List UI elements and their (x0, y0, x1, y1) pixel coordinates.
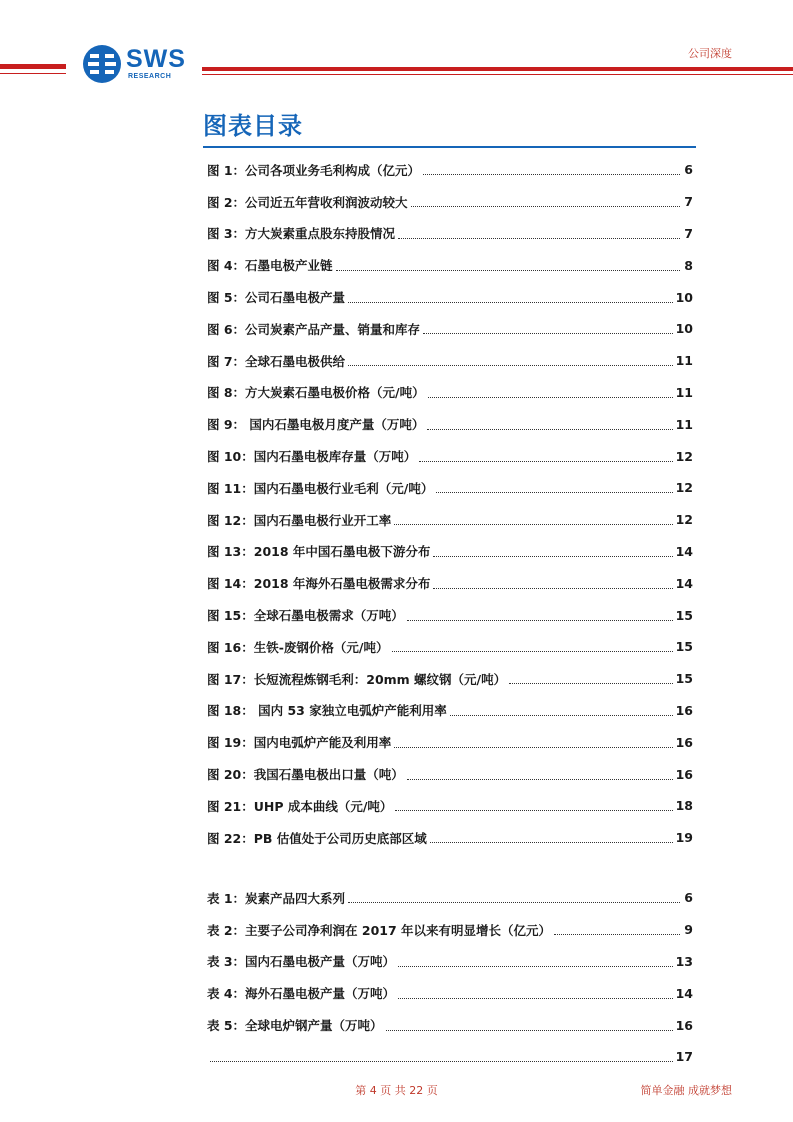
sws-logo-icon (82, 44, 122, 84)
toc-entry[interactable] (207, 313, 693, 345)
toc-leader-dots (348, 302, 673, 303)
toc-entry[interactable] (207, 1009, 693, 1041)
header-thin-rule-left (0, 73, 66, 74)
toc-entry[interactable] (207, 663, 693, 695)
toc-leader-dots (336, 270, 680, 271)
header-thin-rule-right (202, 74, 793, 75)
toc-leader-dots (509, 683, 672, 684)
toc-entry-label: 表 4：海外石墨电极产量（万吨） (207, 986, 396, 1002)
toc-leader-dots (436, 492, 672, 493)
header-rule-left (0, 64, 66, 69)
toc-leader-dots (398, 998, 673, 999)
toc-entry-label: 图 15：全球石墨电极需求（万吨） (207, 608, 404, 624)
toc-entry-page: 15 (675, 607, 693, 623)
toc-entry-page: 19 (675, 830, 693, 846)
toc-entry-page: 15 (675, 639, 693, 655)
toc-leader-dots (394, 747, 672, 748)
toc-entry-label: 图 22：PB 估值处于公司历史底部区域 (207, 830, 427, 846)
toc-entry-page: 12 (675, 512, 693, 528)
toc-leader-dots (392, 651, 673, 652)
toc-leader-dots (398, 238, 680, 239)
figure-index (207, 154, 693, 854)
toc-leader-dots (427, 429, 672, 430)
toc-entry[interactable] (207, 472, 693, 504)
toc-entry-label: 图 14：2018 年海外石墨电极需求分布 (207, 576, 431, 592)
toc-entry[interactable] (207, 631, 693, 663)
toc-entry[interactable] (207, 567, 693, 599)
table-index (207, 882, 693, 1073)
toc-entry[interactable] (207, 281, 693, 313)
toc-entry-label: 图 16：生铁-废钢价格（元/吨） (207, 639, 389, 655)
toc-entry[interactable] (207, 345, 693, 377)
toc-entry-page: 14 (675, 575, 693, 591)
toc-leader-dots (419, 461, 672, 462)
toc-leader-dots (348, 365, 673, 366)
header-rule-right (202, 67, 793, 71)
report-type-label: 公司深度 (688, 47, 732, 60)
toc-entry-page: 7 (684, 225, 693, 241)
toc-entry-page: 6 (684, 890, 693, 906)
toc-entry-page: 14 (675, 985, 693, 1001)
toc-entry[interactable] (207, 758, 693, 790)
toc-entry-page: 16 (675, 1017, 693, 1033)
toc-entry-label: 图 8：方大炭素石墨电极价格（元/吨） (207, 385, 425, 401)
toc-leader-dots (407, 620, 673, 621)
toc-entry-label: 图 2：公司近五年营收利润波动较大 (207, 194, 408, 210)
toc-entry-label: 图 18： 国内 53 家独立电弧炉产能利用率 (207, 703, 447, 719)
toc-entry[interactable] (207, 536, 693, 568)
toc-leader-dots (423, 174, 680, 175)
toc-entry-label: 图 13：2018 年中国石墨电极下游分布 (207, 544, 431, 560)
toc-entry-page: 16 (675, 766, 693, 782)
toc-entry-label: 图 9： 国内石墨电极月度产量（万吨） (207, 417, 425, 433)
footer-slogan: 简单金融 成就梦想 (640, 1084, 732, 1097)
toc-entry[interactable] (207, 726, 693, 758)
toc-entry-label: 表 1：炭素产品四大系列 (207, 890, 346, 906)
sws-logo (82, 44, 192, 84)
toc-entry-page: 12 (675, 480, 693, 496)
toc-leader-dots (433, 556, 672, 557)
page-header (0, 0, 793, 100)
toc-leader-dots (407, 779, 673, 780)
toc-entry-page: 12 (675, 448, 693, 464)
toc-entry-label: 图 4：石墨电极产业链 (207, 258, 333, 274)
toc-entry[interactable] (207, 914, 693, 946)
toc-leader-dots (348, 902, 680, 903)
toc-entry[interactable] (207, 822, 693, 854)
toc-entry-page: 17 (675, 1049, 693, 1065)
toc-leader-dots (394, 524, 672, 525)
toc-entry[interactable] (207, 599, 693, 631)
toc-entry-page: 11 (675, 416, 693, 432)
toc-leader-dots (430, 842, 673, 843)
toc-leader-dots (554, 934, 680, 935)
toc-entry-page: 13 (675, 953, 693, 969)
toc-entry-page: 11 (675, 353, 693, 369)
toc-entry-page: 18 (675, 798, 693, 814)
toc-leader-dots (423, 333, 673, 334)
title-underline (203, 146, 696, 148)
toc-entry[interactable] (207, 186, 693, 218)
toc-leader-dots (411, 206, 680, 207)
toc-entry[interactable] (207, 408, 693, 440)
toc-leader-dots (210, 1061, 673, 1062)
toc-entry[interactable] (207, 218, 693, 250)
toc-entry-label: 图 11：国内石墨电极行业毛利（元/吨） (207, 480, 434, 496)
toc-entry-page: 14 (675, 543, 693, 559)
toc-leader-dots (395, 810, 672, 811)
toc-entry-page: 8 (684, 257, 693, 273)
toc-entry-page: 16 (675, 734, 693, 750)
toc-entry[interactable] (207, 977, 693, 1009)
toc-entry-label: 图 17：长短流程炼钢毛利：20mm 螺纹钢（元/吨） (207, 671, 507, 687)
logo-wordmark: SWS (126, 45, 186, 73)
toc-entry-label: 图 21：UHP 成本曲线（元/吨） (207, 798, 393, 814)
toc-leader-dots (450, 715, 673, 716)
toc-leader-dots (398, 966, 673, 967)
toc-entry[interactable] (207, 790, 693, 822)
toc-entry-label: 图 5：公司石墨电极产量 (207, 290, 346, 306)
toc-entry[interactable] (207, 377, 693, 409)
toc-entry-page: 7 (684, 194, 693, 210)
toc-entry-label: 图 10：国内石墨电极库存量（万吨） (207, 449, 417, 465)
toc-entry[interactable] (207, 882, 693, 914)
toc-leader-dots (433, 588, 672, 589)
toc-entry-label: 表 5：全球电炉钢产量（万吨） (207, 1018, 383, 1034)
toc-entry-page: 15 (675, 671, 693, 687)
toc-entry-label: 表 3：国内石墨电极产量（万吨） (207, 954, 396, 970)
toc-entry-page: 10 (675, 289, 693, 305)
toc-entry[interactable] (207, 154, 693, 186)
toc-entry[interactable] (207, 695, 693, 727)
toc-entry[interactable] (207, 946, 693, 978)
page-title: 图表目录 (203, 112, 303, 140)
toc-entry-page: 11 (675, 384, 693, 400)
toc-entry[interactable] (207, 1041, 693, 1073)
toc-entry-label: 图 19：国内电弧炉产能及利用率 (207, 735, 392, 751)
toc-entry-page: 10 (675, 321, 693, 337)
toc-entry-label: 图 1：公司各项业务毛利构成（亿元） (207, 162, 421, 178)
toc-entry-label: 图 12：国内石墨电极行业开工率 (207, 512, 392, 528)
toc-entry-label: 图 7：全球石墨电极供给 (207, 353, 346, 369)
page-number: 第 4 页 共 22 页 (355, 1084, 438, 1097)
toc-entry-page: 16 (675, 702, 693, 718)
toc-entry-label: 图 6：公司炭素产品产量、销量和库存 (207, 321, 421, 337)
toc-entry-label: 图 3：方大炭素重点股东持股情况 (207, 226, 396, 242)
toc-entry-label: 表 2：主要子公司净利润在 2017 年以来有明显增长（亿元） (207, 922, 552, 938)
toc-leader-dots (386, 1030, 673, 1031)
toc-leader-dots (428, 397, 673, 398)
logo-subtitle: RESEARCH (128, 73, 172, 80)
toc-entry-page: 6 (684, 162, 693, 178)
toc-entry[interactable] (207, 249, 693, 281)
toc-entry-page: 9 (684, 922, 693, 938)
toc-entry[interactable] (207, 440, 693, 472)
toc-entry[interactable] (207, 504, 693, 536)
toc-entry-label: 图 20：我国石墨电极出口量（吨） (207, 767, 404, 783)
